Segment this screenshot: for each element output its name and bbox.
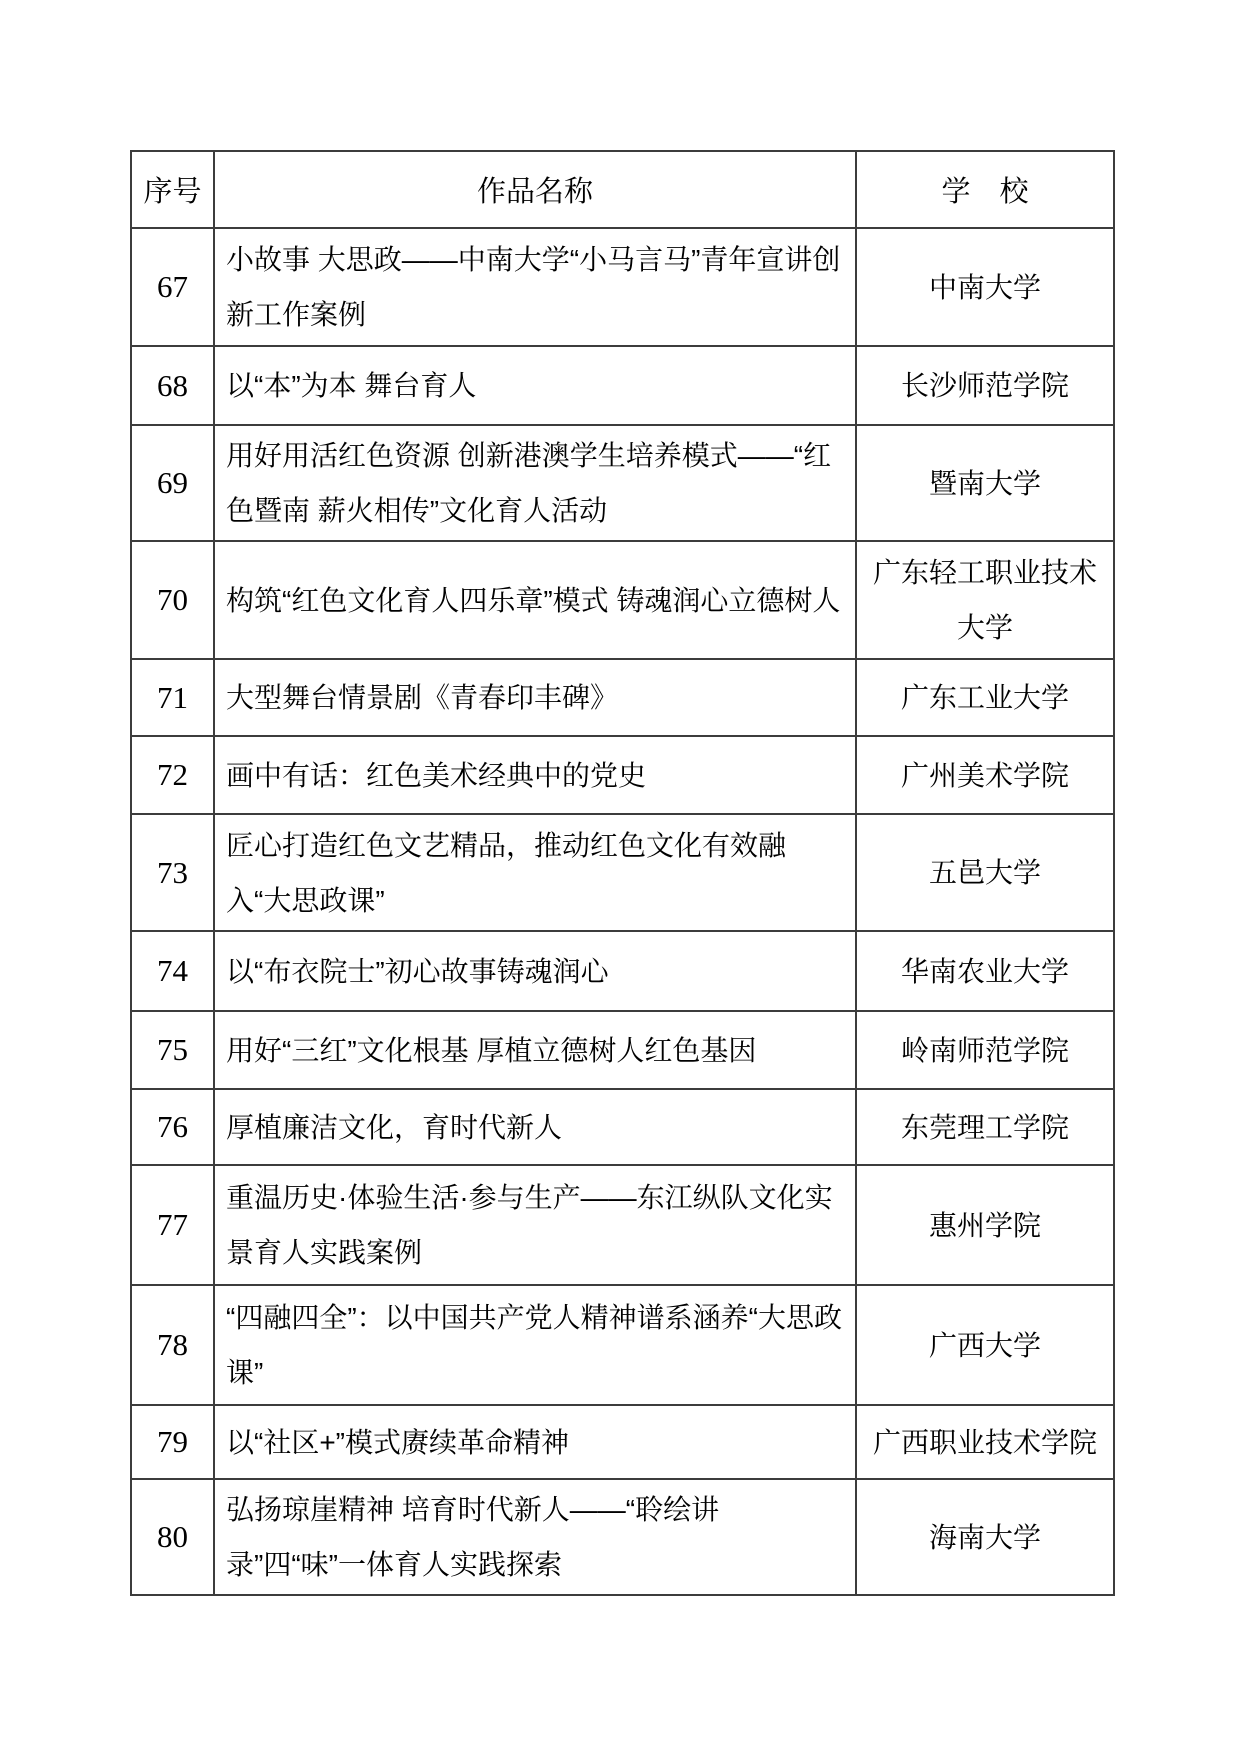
row-number-cell: 74 — [131, 931, 214, 1011]
row-number-cell: 79 — [131, 1405, 214, 1479]
table-row — [131, 1089, 1114, 1165]
column-header-title: 作品名称 — [214, 151, 856, 228]
row-number-cell: 78 — [131, 1285, 214, 1405]
school-cell: 长沙师范学院 — [856, 346, 1114, 425]
work-title-cell: 重温历史·体验生活·参与生产——东江纵队文化实景育人实践案例 — [214, 1165, 856, 1285]
school-cell: 广西大学 — [856, 1285, 1114, 1405]
row-number-cell: 80 — [131, 1479, 214, 1595]
work-title-cell: 画中有话：红色美术经典中的党史 — [214, 736, 856, 814]
work-title-cell: 以“社区+”模式赓续革命精神 — [214, 1405, 856, 1479]
table-row — [131, 1011, 1114, 1089]
table-row — [131, 425, 1114, 541]
work-title-cell: 大型舞台情景剧《青春印丰碑》 — [214, 659, 856, 736]
row-number-cell: 72 — [131, 736, 214, 814]
work-title-cell: 厚植廉洁文化，育时代新人 — [214, 1089, 856, 1165]
school-cell: 岭南师范学院 — [856, 1011, 1114, 1089]
column-header-number: 序号 — [131, 151, 214, 228]
table-row — [131, 736, 1114, 814]
work-title-cell: 构筑“红色文化育人四乐章”模式 铸魂润心立德树人 — [214, 541, 856, 659]
table-row — [131, 1285, 1114, 1405]
row-number-cell: 71 — [131, 659, 214, 736]
row-number-cell: 77 — [131, 1165, 214, 1285]
work-title-cell: 小故事 大思政——中南大学“小马言马”青年宣讲创新工作案例 — [214, 228, 856, 346]
school-cell: 中南大学 — [856, 228, 1114, 346]
row-number-cell: 75 — [131, 1011, 214, 1089]
work-title-cell: 匠心打造红色文艺精品，推动红色文化有效融入“大思政课” — [214, 814, 856, 931]
school-cell: 华南农业大学 — [856, 931, 1114, 1011]
work-title-cell: 用好用活红色资源 创新港澳学生培养模式——“红色暨南 薪火相传”文化育人活动 — [214, 425, 856, 541]
school-cell: 暨南大学 — [856, 425, 1114, 541]
row-number-cell: 68 — [131, 346, 214, 425]
header-row — [131, 151, 1114, 228]
table-row — [131, 814, 1114, 931]
table-row — [131, 1479, 1114, 1595]
school-cell: 广州美术学院 — [856, 736, 1114, 814]
school-cell: 海南大学 — [856, 1479, 1114, 1595]
row-number-cell: 67 — [131, 228, 214, 346]
work-title-cell: 弘扬琼崖精神 培育时代新人——“聆绘讲录”四“味”一体育人实践探索 — [214, 1479, 856, 1595]
table-row — [131, 228, 1114, 346]
school-cell: 五邑大学 — [856, 814, 1114, 931]
work-title-cell: 以“布衣院士”初心故事铸魂润心 — [214, 931, 856, 1011]
work-title-cell: 用好“三红”文化根基 厚植立德树人红色基因 — [214, 1011, 856, 1089]
table-row — [131, 659, 1114, 736]
awards-table — [130, 150, 1115, 1596]
column-header-school: 学 校 — [856, 151, 1114, 228]
work-title-cell: 以“本”为本 舞台育人 — [214, 346, 856, 425]
school-cell: 广西职业技术学院 — [856, 1405, 1114, 1479]
table-row — [131, 931, 1114, 1011]
school-cell: 惠州学院 — [856, 1165, 1114, 1285]
row-number-cell: 69 — [131, 425, 214, 541]
row-number-cell: 76 — [131, 1089, 214, 1165]
table-row — [131, 1165, 1114, 1285]
table-row — [131, 541, 1114, 659]
school-cell: 广东工业大学 — [856, 659, 1114, 736]
row-number-cell: 70 — [131, 541, 214, 659]
table-row — [131, 346, 1114, 425]
table-row — [131, 1405, 1114, 1479]
work-title-cell: “四融四全”：以中国共产党人精神谱系涵养“大思政课” — [214, 1285, 856, 1405]
school-cell: 东莞理工学院 — [856, 1089, 1114, 1165]
row-number-cell: 73 — [131, 814, 214, 931]
school-cell: 广东轻工职业技术大学 — [856, 541, 1114, 659]
